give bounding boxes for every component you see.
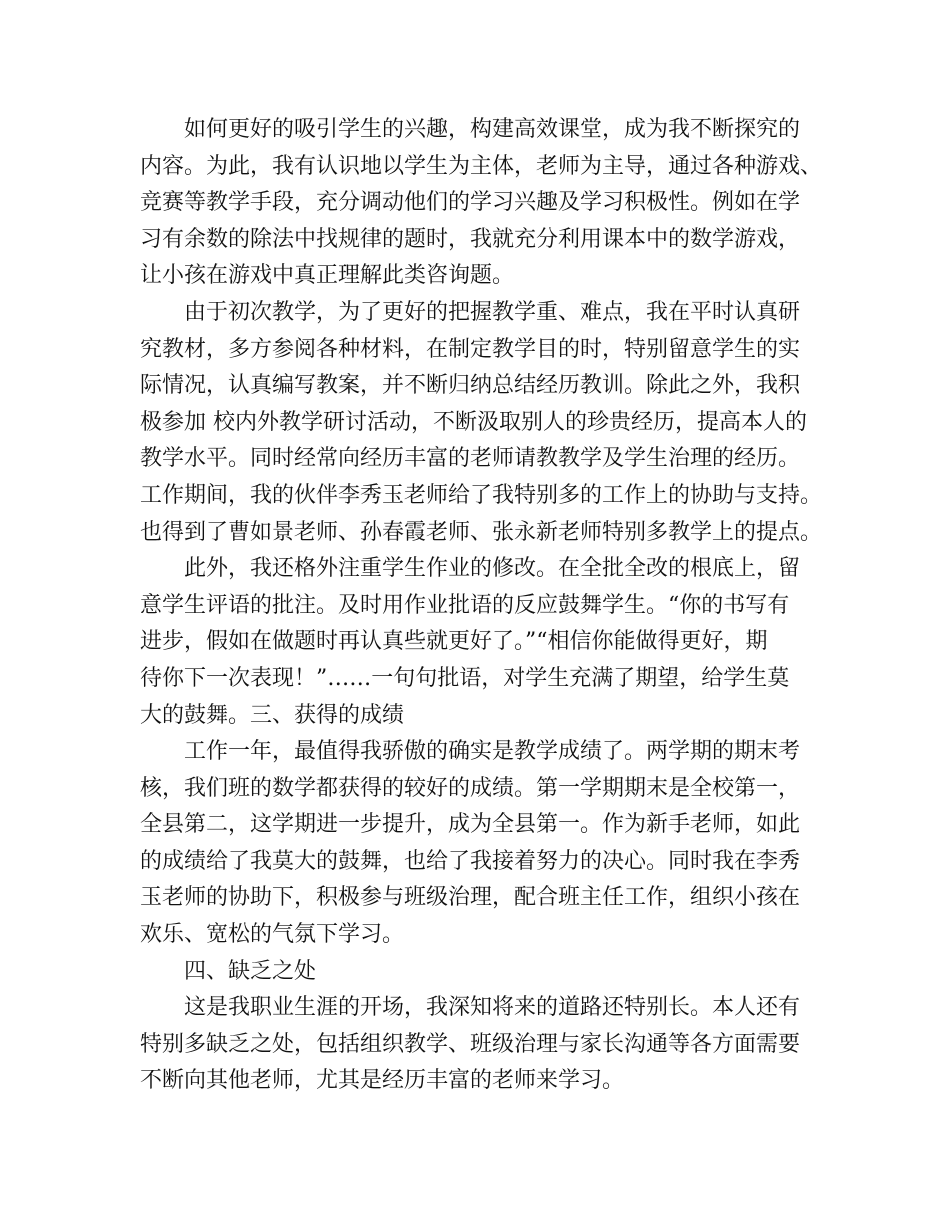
paragraph-line: 工作一年，最值得我骄傲的确实是教学成绩了。两学期的期末考 bbox=[184, 739, 801, 765]
paragraph-line: 大的鼓舞。三、获得的成绩 bbox=[140, 702, 405, 728]
paragraph-line: 特别多缺乏之处，包括组织教学、班级治理与家长沟通等各方面需要 bbox=[140, 1031, 801, 1057]
paragraph-line: 究教材，多方参阅各种材料，在制定教学目的时，特别留意学生的实 bbox=[140, 336, 801, 362]
paragraph-line: 教学水平。同时经常向经历丰富的老师请教教学及学生治理的经历。 bbox=[140, 446, 801, 472]
body-text bbox=[140, 112, 830, 1100]
paragraph-line: 全县第二，这学期进一步提升，成为全县第一。作为新手老师，如此 bbox=[140, 812, 801, 838]
paragraph-line: 待你下一次表现！”……一句句批语，对学生充满了期望，给学生莫 bbox=[140, 665, 790, 691]
paragraph-line: 进步，假如在做题时再认真些就更好了。”“相信你能做得更好，期 bbox=[140, 629, 768, 655]
paragraph-line: 工作期间，我的伙伴李秀玉老师给了我特别多的工作上的协助与支持。 bbox=[140, 482, 823, 508]
paragraph-line: 际情况，认真编写教案，并不断归纳总结经历教训。除此之外，我积 bbox=[140, 373, 801, 399]
section-heading: 四、缺乏之处 bbox=[184, 958, 317, 984]
paragraph-line: 这是我职业生涯的开场，我深知将来的道路还特别长。本人还有 bbox=[184, 995, 801, 1021]
paragraph-line: 如何更好的吸引学生的兴趣，构建高效课堂，成为我不断探究的 bbox=[184, 117, 801, 142]
paragraph-line: 习有余数的除法中找规律的题时，我就充分利用课本中的数学游戏， bbox=[140, 226, 801, 252]
paragraph-line: 欢乐、宽松的气氛下学习。 bbox=[140, 922, 405, 948]
paragraph-line: 意学生评语的批注。及时用作业批语的反应鼓舞学生。“你的书写有 bbox=[140, 592, 790, 618]
paragraph-line: 内容。为此，我有认识地以学生为主体，老师为主导，通过各种游戏、 bbox=[140, 153, 823, 179]
paragraph-line: 让小孩在游戏中真正理解此类咨询题。 bbox=[140, 263, 515, 289]
paragraph-line: 核，我们班的数学都获得的较好的成绩。第一学期期末是全校第一， bbox=[140, 775, 801, 801]
paragraph-line: 极参加 校内外教学研讨活动，不断汲取别人的珍贵经历，提高本人的 bbox=[140, 409, 807, 435]
paragraph-line: 也得到了曹如景老师、孙春霞老师、张永新老师特别多教学上的提点。 bbox=[140, 519, 823, 545]
paragraph-line: 不断向其他老师，尤其是经历丰富的老师来学习。 bbox=[140, 1068, 625, 1094]
paragraph-line: 由于初次教学，为了更好的把握教学重、难点，我在平时认真研 bbox=[184, 299, 801, 325]
paragraph-line: 竞赛等教学手段，充分调动他们的学习兴趣及学习积极性。例如在学 bbox=[140, 190, 801, 216]
paragraph-line: 此外，我还格外注重学生作业的修改。在全批全改的根底上，留 bbox=[184, 556, 801, 582]
paragraph-line: 玉老师的协助下，积极参与班级治理，配合班主任工作，组织小孩在 bbox=[140, 885, 801, 911]
paragraph-line: 的成绩给了我莫大的鼓舞，也给了我接着努力的决心。同时我在李秀 bbox=[140, 848, 801, 874]
